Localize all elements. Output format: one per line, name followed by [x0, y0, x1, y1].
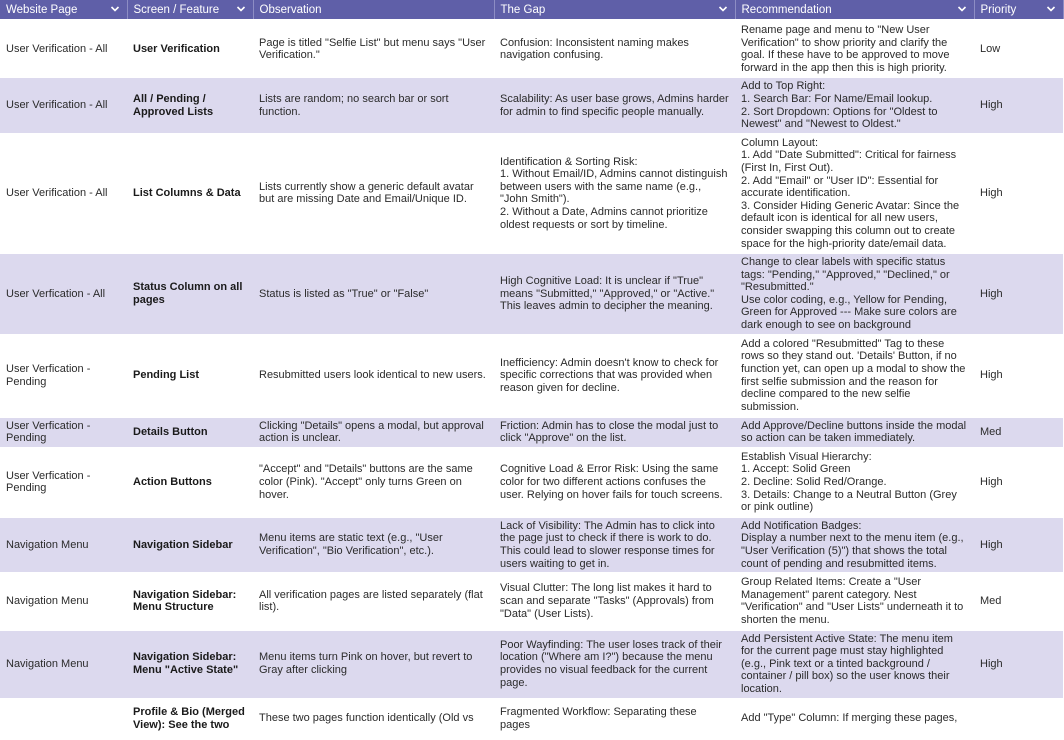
column-header-label: Priority [980, 3, 1017, 16]
cell-website-page[interactable]: User Verification - All [0, 22, 127, 77]
column-header-recommendation[interactable] [735, 0, 974, 19]
cell-line: Add to Top Right: [741, 80, 826, 93]
cell-recommendation[interactable]: Add Persistent Active State: The menu item for the current page must stay highlighted (e.g., Pink text or a tinted background / container / pill box) so the user knows their location. [735, 630, 974, 699]
cell-screen-feature[interactable]: Navigation Sidebar: Menu Structure [127, 573, 253, 629]
cell-gap[interactable]: Lack of Visibility: The Admin has to click into the page just to check if there is work to do. This could lead to slower response times for users waiting to get in. [494, 517, 735, 573]
table-row[interactable] [0, 699, 1063, 739]
cell-priority[interactable]: High [974, 335, 1063, 417]
cell-observation[interactable]: Status is listed as "True" or "False" [253, 253, 494, 335]
cell-observation[interactable]: Clicking "Details" opens a modal, but approval action is unclear. [253, 417, 494, 448]
column-header-label: Website Page [6, 3, 78, 16]
chevron-down-icon[interactable] [957, 4, 967, 14]
table-row[interactable] [0, 573, 1063, 629]
cell-screen-feature[interactable]: Status Column on all pages [127, 253, 253, 335]
cell-line: 1. Add "Date Submitted": Critical for fairness (First In, First Out). [741, 149, 957, 174]
table-row[interactable] [0, 77, 1063, 133]
cell-priority[interactable]: High [974, 253, 1063, 335]
cell-priority[interactable]: High [974, 448, 1063, 517]
cell-priority[interactable]: High [974, 517, 1063, 573]
cell-observation[interactable]: Lists are random; no search bar or sort function. [253, 77, 494, 133]
cell-observation[interactable]: Menu items turn Pink on hover, but revert to Gray after clicking [253, 630, 494, 699]
cell-recommendation[interactable]: Add Approve/Decline buttons inside the modal so action can be taken immediately. [735, 417, 974, 448]
cell-line: Column Layout: [741, 136, 819, 149]
cell-line: 1. Accept: Solid Green [741, 463, 851, 476]
cell-website-page[interactable]: Navigation Menu [0, 517, 127, 573]
cell-gap[interactable]: Scalability: As user base grows, Admins harder for admin to find specific people manually. [494, 77, 735, 133]
cell-screen-feature[interactable]: Action Buttons [127, 448, 253, 517]
column-header-label: Recommendation [741, 3, 832, 16]
column-header-label: Observation [259, 3, 322, 16]
cell-line: 1. Without Email/ID, Admins cannot distinguish between users with the same name (e.g., "John Smith"). [500, 168, 728, 206]
cell-observation[interactable]: Menu items are static text (e.g., "User Verification", "Bio Verification", etc.). [253, 517, 494, 573]
cell-website-page[interactable]: User Verfication - Pending [0, 335, 127, 417]
cell-recommendation[interactable] [735, 448, 974, 517]
chevron-down-icon[interactable] [718, 4, 728, 14]
chevron-down-icon[interactable] [1046, 4, 1056, 14]
cell-gap[interactable]: Friction: Admin has to close the modal just to click "Approve" on the list. [494, 417, 735, 448]
cell-screen-feature[interactable]: Navigation Sidebar [127, 517, 253, 573]
cell-priority[interactable]: High [974, 630, 1063, 699]
cell-line: 2. Without a Date, Admins cannot prioritize oldest requests or sort by timeline. [500, 206, 708, 231]
cell-line: Use color coding, e.g., Yellow for Pending, Green for Approved --- Make sure colors are dark enough to see on background [741, 293, 957, 332]
cell-gap[interactable]: Confusion: Inconsistent naming makes navigation confusing. [494, 22, 735, 77]
cell-line: 1. Search Bar: For Name/Email lookup. [741, 92, 933, 105]
cell-recommendation[interactable]: Add a colored "Resubmitted" Tag to these rows so they stand out. 'Details' Button, if no function yet, can open up a modal to show the first selfie submission and the reason for decline compared to the new selfie submission. [735, 335, 974, 417]
cell-website-page[interactable]: User Verification - All [0, 134, 127, 253]
cell-website-page[interactable] [0, 699, 127, 739]
cell-recommendation[interactable]: Add "Type" Column: If merging these pages, [735, 699, 974, 739]
cell-screen-feature[interactable]: Pending List [127, 335, 253, 417]
cell-gap[interactable]: High Cognitive Load: It is unclear if "True" means "Submitted," "Approved," or "Active." This leaves admin to decipher the meaning. [494, 253, 735, 335]
table-row[interactable] [0, 630, 1063, 699]
chevron-down-icon[interactable] [236, 4, 246, 14]
cell-gap[interactable]: Cognitive Load & Error Risk: Using the same color for two different actions confuses the user. Relying on hover fails for touch screens. [494, 448, 735, 517]
column-header-label: Screen / Feature [133, 3, 220, 16]
cell-line: 2. Sort Dropdown: Options for "Oldest to Newest" and "Newest to Oldest." [741, 105, 938, 131]
cell-screen-feature[interactable]: User Verification [127, 22, 253, 77]
cell-gap[interactable]: Visual Clutter: The long list makes it hard to scan and separate "Tasks" (Approvals) from "Data" (User Lists). [494, 573, 735, 629]
cell-priority[interactable]: Low [974, 22, 1063, 77]
table-row[interactable] [0, 253, 1063, 335]
cell-screen-feature[interactable]: Profile & Bio (Merged View): See the two [127, 699, 253, 739]
cell-recommendation[interactable] [735, 134, 974, 253]
column-header-observation[interactable] [253, 0, 494, 19]
cell-priority[interactable] [974, 699, 1063, 739]
cell-recommendation[interactable] [735, 77, 974, 133]
cell-line: 2. Add "Email" or "User ID": Essential for accurate identification. [741, 174, 939, 200]
cell-line: 3. Details: Change to a Neutral Button (Grey or pink outline) [741, 488, 957, 514]
cell-website-page[interactable]: Navigation Menu [0, 630, 127, 699]
table-row[interactable] [0, 22, 1063, 77]
cell-observation[interactable]: "Accept" and "Details" buttons are the same color (Pink). "Accept" only turns Green on hover. [253, 448, 494, 517]
table-row[interactable] [0, 134, 1063, 253]
cell-line: Establish Visual Hierarchy: [741, 450, 872, 463]
table-row[interactable] [0, 335, 1063, 417]
cell-observation[interactable]: Lists currently show a generic default avatar but are missing Date and Email/Unique ID. [253, 134, 494, 253]
cell-priority[interactable]: High [974, 134, 1063, 253]
cell-observation[interactable]: These two pages function identically (Old vs [253, 699, 494, 739]
cell-gap[interactable]: Poor Wayfinding: The user loses track of their location ("Where am I?") because the menu provides no visual feedback for the current page. [494, 630, 735, 699]
chevron-down-icon[interactable] [110, 4, 120, 14]
header-row [0, 0, 1063, 19]
column-header-screen-feature[interactable] [127, 0, 253, 19]
cell-priority[interactable]: Med [974, 417, 1063, 448]
column-header-the-gap[interactable] [494, 0, 735, 19]
cell-screen-feature[interactable]: List Columns & Data [127, 134, 253, 253]
cell-recommendation[interactable]: Group Related Items: Create a "User Management" parent category. Nest "Verification" and "User Lists" underneath it to shorten the menu. [735, 573, 974, 629]
cell-line: Add Notification Badges: [741, 519, 862, 532]
table-row[interactable] [0, 417, 1063, 448]
cell-gap[interactable] [494, 134, 735, 253]
cell-website-page[interactable]: User Verfication - All [0, 253, 127, 335]
cell-line: 2. Decline: Solid Red/Orange. [741, 476, 887, 489]
column-header-priority[interactable] [974, 0, 1063, 19]
cell-website-page[interactable]: User Verfication - Pending [0, 417, 127, 448]
cell-screen-feature[interactable]: Navigation Sidebar: Menu "Active State" [127, 630, 253, 699]
cell-observation[interactable]: Page is titled "Selfie List" but menu says "User Verification." [253, 22, 494, 77]
cell-line: Identification & Sorting Risk: [500, 155, 638, 168]
cell-recommendation[interactable] [735, 517, 974, 573]
cell-observation[interactable]: Resubmitted users look identical to new users. [253, 335, 494, 417]
cell-website-page[interactable]: User Verification - All [0, 77, 127, 133]
cell-website-page[interactable]: Navigation Menu [0, 573, 127, 629]
cell-line: Change to clear labels with specific status tags: "Pending," "Approved," "Declined," or "Resubmitted." [741, 256, 950, 294]
cell-priority[interactable]: High [974, 77, 1063, 133]
table-row[interactable] [0, 517, 1063, 573]
cell-gap[interactable]: Inefficiency: Admin doesn't know to check for specific corrections that was provided when reason given for decline. [494, 335, 735, 417]
cell-priority[interactable]: Med [974, 573, 1063, 629]
column-header-website-page[interactable] [0, 0, 127, 19]
cell-gap[interactable]: Fragmented Workflow: Separating these pages [494, 699, 735, 739]
cell-line: Display a number next to the menu item (e.g., "User Verification (5)") that shows the total count of pending and resubmitted items. [741, 532, 964, 570]
cell-line: 3. Consider Hiding Generic Avatar: Since the default icon is identical for all new users, consider swapping this column out to create space for the high-priority date/email data. [741, 199, 960, 250]
cell-website-page[interactable]: User Verfication - Pending [0, 448, 127, 517]
cell-recommendation[interactable] [735, 253, 974, 335]
cell-screen-feature[interactable]: All / Pending / Approved Lists [127, 77, 253, 133]
column-header-label: The Gap [500, 3, 546, 16]
cell-recommendation[interactable]: Rename page and menu to "New User Verification" to show priority and clarify the goal. If these have to be approved to move forward in the app then this is high priority. [735, 22, 974, 77]
cell-observation[interactable]: All verification pages are listed separately (flat list). [253, 573, 494, 629]
cell-screen-feature[interactable]: Details Button [127, 417, 253, 448]
table-row[interactable] [0, 448, 1063, 517]
